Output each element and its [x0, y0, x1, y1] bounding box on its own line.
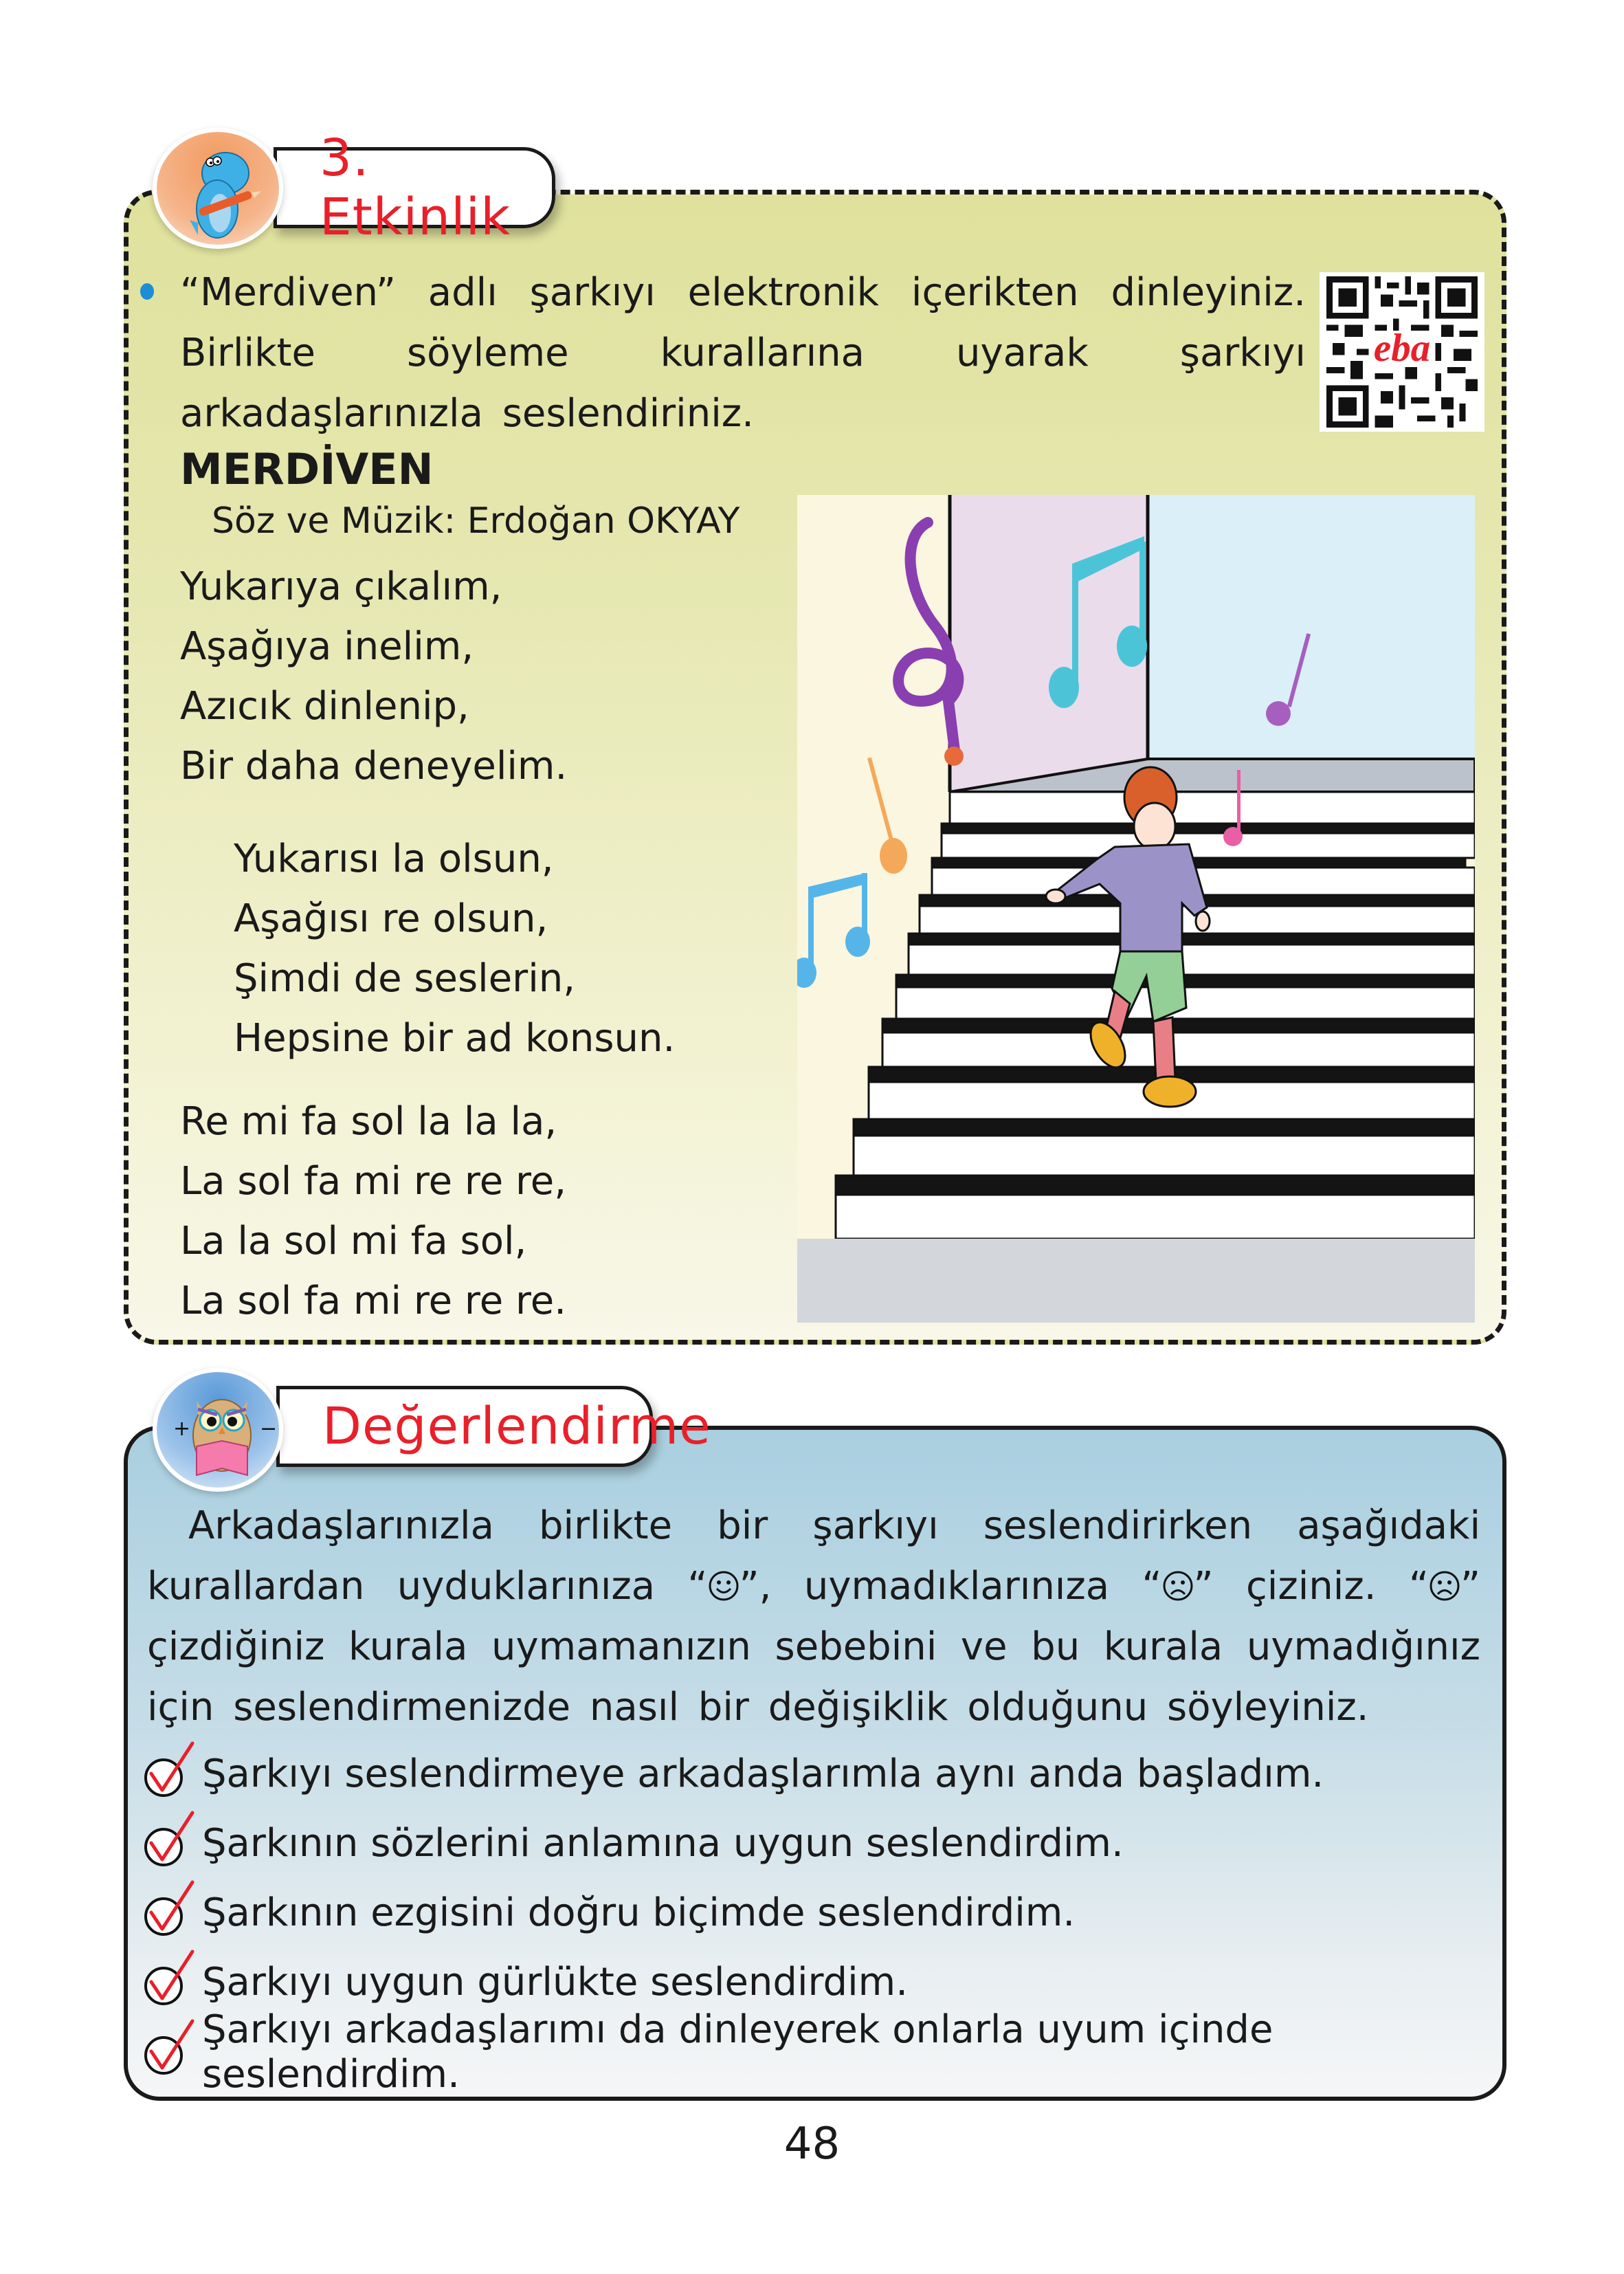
lyric-line: Hepsine bir ad konsun.	[234, 1016, 676, 1061]
qr-code[interactable]	[1320, 272, 1484, 432]
checklist-item[interactable]	[142, 1739, 1482, 1809]
lyric-line: Bir daha deneyelim.	[180, 744, 568, 788]
lyric-line: Aşağıya inelim,	[180, 624, 474, 669]
activity-title-tab	[274, 129, 555, 247]
lyric-line: Aşağısı re olsun,	[234, 896, 548, 941]
lyric-line: Re mi fa sol la la la,	[180, 1099, 557, 1144]
instruction-text: “Merdiven” adlı şarkıyı elektronik içerikten dinleyiniz. Birlikte söyleme kurallarına uyarak şarkıyı arkadaşlarınızla seslendiriniz.	[180, 270, 1306, 436]
dinosaur-icon	[153, 128, 283, 249]
checkmark-circle-icon[interactable]	[142, 1878, 198, 1940]
evaluation-checklist	[142, 1739, 1482, 2097]
sad-face-icon	[1162, 1570, 1194, 1602]
page-number: 48	[783, 2119, 841, 2170]
evaluation-title: Değerlendirme	[322, 1397, 711, 1456]
evaluation-title-tab	[276, 1386, 711, 1467]
song-verse-2	[234, 829, 675, 1068]
smiley-face-icon	[708, 1570, 739, 1602]
svg-text:eba: eba	[1373, 327, 1431, 371]
checklist-item[interactable]	[142, 1809, 1482, 1878]
song-title: MERDİVEN	[180, 444, 434, 494]
song-author: Söz ve Müzik: Erdoğan OKYAY	[212, 500, 740, 542]
lyric-line: Yukarısı la olsun,	[234, 837, 554, 881]
checklist-item-label: Şarkıyı arkadaşlarımı da dinleyerek onlarla uyum içinde seslendirdim.	[202, 2007, 1273, 2097]
checkmark-circle-icon[interactable]	[142, 1739, 198, 1801]
lyric-line: La sol fa mi re re re,	[180, 1159, 566, 1204]
lyric-line: Yukarıya çıkalım,	[180, 564, 502, 609]
song-verse-3	[180, 1092, 566, 1331]
svg-text:−: −	[260, 1417, 278, 1441]
song-verse-1	[180, 557, 567, 796]
checklist-item-label: Şarkının ezgisini doğru biçimde seslendirdim.	[202, 1890, 1076, 1935]
checklist-item[interactable]	[142, 1878, 1482, 1947]
activity-title: 3. Etkinlik	[320, 129, 511, 247]
lyric-line: La la sol mi fa sol,	[180, 1219, 527, 1263]
lyric-line: Şimdi de seslerin,	[234, 956, 576, 1001]
activity-instruction	[137, 263, 1306, 444]
owl-icon	[153, 1368, 283, 1492]
checkmark-circle-icon[interactable]	[142, 1947, 198, 2009]
staircase-illustration	[797, 495, 1475, 1323]
sad-face-icon	[1429, 1570, 1460, 1602]
evaluation-instructions: Arkadaşlarınızla birlikte bir şarkıyı seslendirirken aşağıdaki kurallardan uyduklarınıza “ ”, uymadıklarınıza “ ” çiziniz. “ ” çizdiğiniz kurala uymamanızın sebebini ve bu kurala uymadığınız için seslendirmenizde nasıl bir değişiklik olduğunu söyleyiniz.	[147, 1503, 1480, 1730]
qr-code-icon	[1324, 276, 1480, 428]
checkmark-circle-icon[interactable]	[142, 2017, 198, 2079]
svg-text:+: +	[173, 1417, 191, 1441]
checklist-item-label: Şarkıyı uygun gürlükte seslendirdim.	[202, 1960, 909, 2005]
lyric-line: La sol fa mi re re re.	[180, 1279, 566, 1323]
checklist-item[interactable]	[142, 2007, 1482, 2097]
checklist-item-label: Şarkının sözlerini anlamına uygun seslendirdim.	[202, 1821, 1124, 1866]
checkmark-circle-icon[interactable]	[142, 1809, 198, 1870]
checklist-item-label: Şarkıyı seslendirmeye arkadaşlarımla aynı anda başladım.	[202, 1752, 1324, 1796]
lyric-line: Azıcık dinlenip,	[180, 684, 469, 729]
bullet-icon	[140, 283, 154, 300]
